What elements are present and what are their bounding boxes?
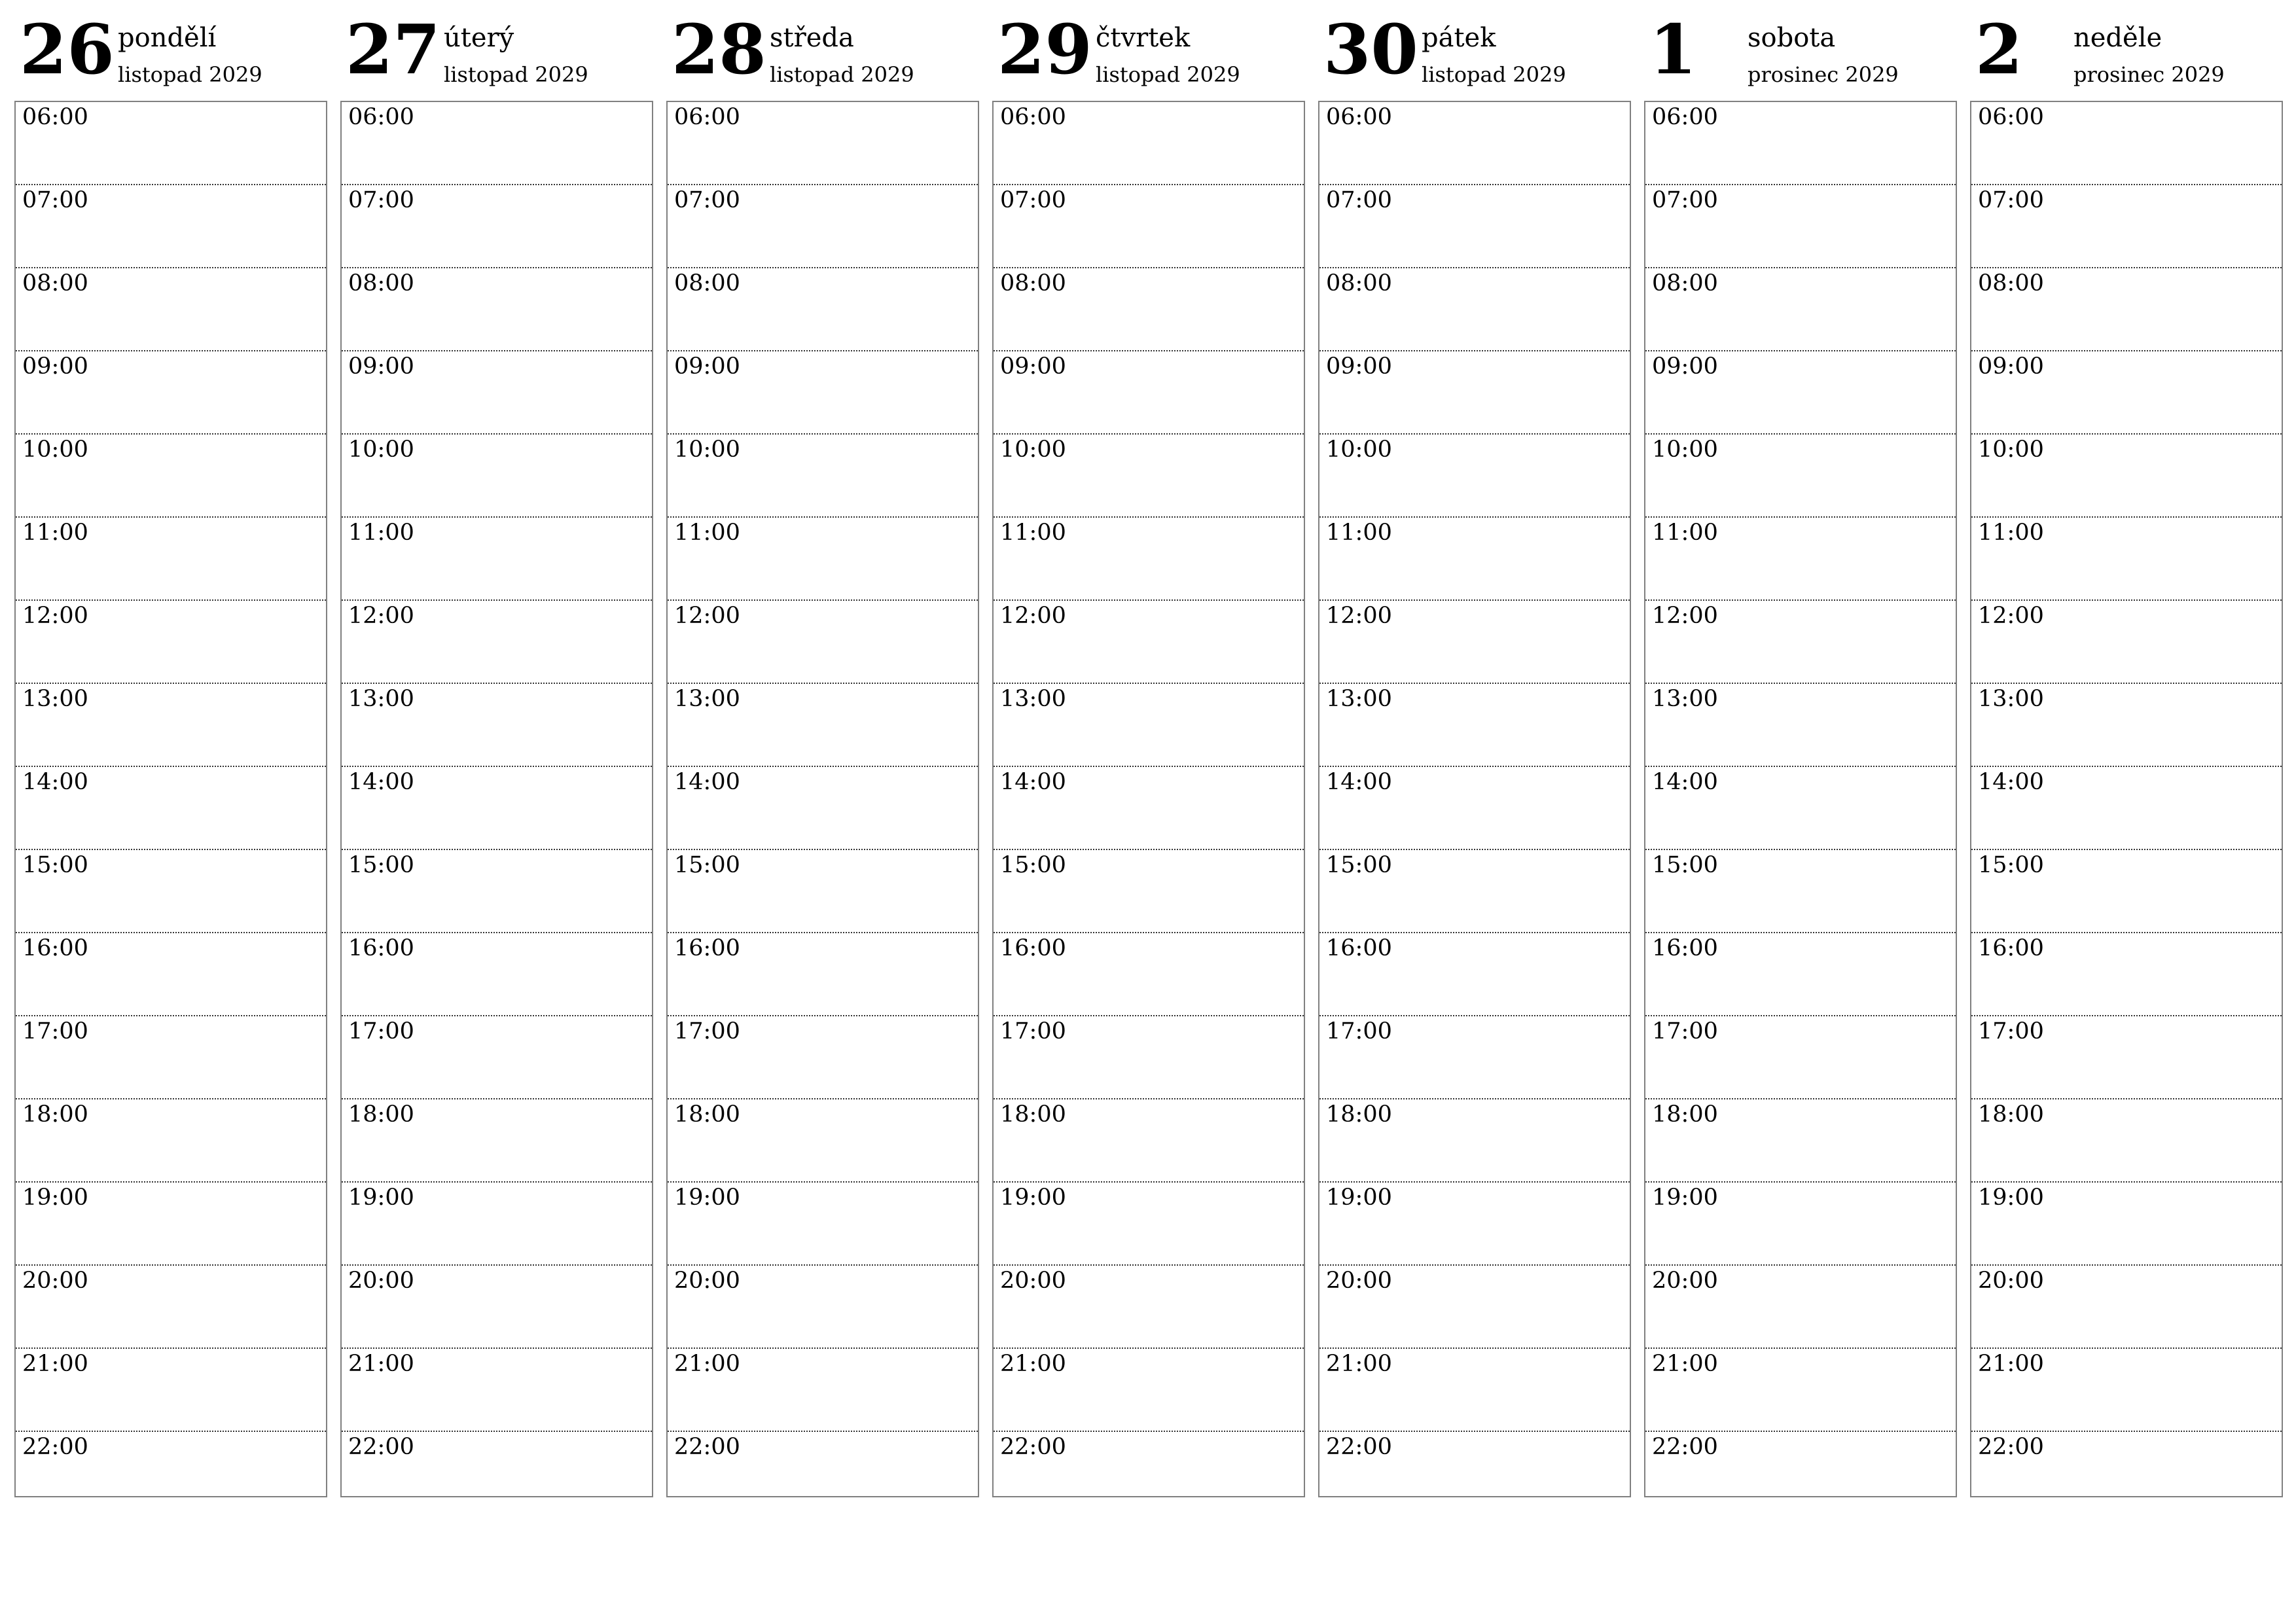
time-slot[interactable] <box>1645 850 1956 933</box>
day-header <box>1318 0 1631 101</box>
time-label: 22:00 <box>1000 1434 1066 1460</box>
time-label: 10:00 <box>674 437 740 463</box>
time-label: 06:00 <box>1326 104 1392 130</box>
time-slot[interactable] <box>1971 684 2282 767</box>
time-slot[interactable] <box>994 1266 1304 1349</box>
day-number: 27 <box>346 9 440 90</box>
time-slot[interactable] <box>668 518 978 601</box>
time-label: 13:00 <box>348 686 414 712</box>
time-slot[interactable] <box>994 1183 1304 1266</box>
time-label: 18:00 <box>674 1101 740 1128</box>
time-label: 12:00 <box>1000 603 1066 629</box>
time-slot[interactable] <box>994 1016 1304 1099</box>
time-slot[interactable] <box>1645 1099 1956 1183</box>
time-slot[interactable] <box>994 351 1304 435</box>
time-label: 08:00 <box>1652 270 1718 296</box>
time-label: 20:00 <box>22 1268 88 1294</box>
day-header <box>14 0 327 101</box>
day-header <box>1970 0 2283 101</box>
time-slot[interactable] <box>16 1266 326 1349</box>
time-slot[interactable] <box>1645 1016 1956 1099</box>
time-label: 09:00 <box>1326 353 1392 380</box>
time-label: 22:00 <box>1978 1434 2044 1460</box>
time-slot[interactable] <box>16 850 326 933</box>
time-slot[interactable] <box>1319 1099 1630 1183</box>
day-month: listopad 2029 <box>770 62 914 87</box>
time-label: 17:00 <box>674 1018 740 1044</box>
day-column <box>14 0 327 1460</box>
time-label: 06:00 <box>348 104 414 130</box>
time-label: 11:00 <box>674 520 740 546</box>
time-slot[interactable] <box>16 767 326 850</box>
time-label: 19:00 <box>674 1185 740 1211</box>
day-schedule-box <box>992 101 1305 1497</box>
time-label: 07:00 <box>1326 187 1392 213</box>
time-label: 09:00 <box>1978 353 2044 380</box>
time-label: 13:00 <box>22 686 88 712</box>
time-label: 16:00 <box>1652 935 1718 961</box>
time-label: 18:00 <box>1000 1101 1066 1128</box>
time-slot[interactable] <box>1319 601 1630 684</box>
day-number: 26 <box>20 9 115 90</box>
time-label: 11:00 <box>1652 520 1718 546</box>
time-label: 20:00 <box>1000 1268 1066 1294</box>
time-slot[interactable] <box>668 1349 978 1432</box>
time-label: 14:00 <box>1652 769 1718 795</box>
time-slot[interactable] <box>1971 850 2282 933</box>
time-label: 11:00 <box>1326 520 1392 546</box>
day-column <box>1644 0 1957 1460</box>
time-slot[interactable] <box>668 850 978 933</box>
time-label: 20:00 <box>1978 1268 2044 1294</box>
time-slot[interactable] <box>994 268 1304 351</box>
time-slot[interactable] <box>1319 933 1630 1016</box>
time-label: 17:00 <box>1978 1018 2044 1044</box>
time-slot[interactable] <box>342 767 652 850</box>
day-name: neděle <box>2073 23 2162 53</box>
time-label: 14:00 <box>1326 769 1392 795</box>
time-label: 06:00 <box>22 104 88 130</box>
time-slot[interactable] <box>668 351 978 435</box>
time-slot[interactable] <box>1971 767 2282 850</box>
time-slot[interactable] <box>1319 1016 1630 1099</box>
time-slot[interactable] <box>994 435 1304 518</box>
day-header <box>1644 0 1957 101</box>
time-label: 22:00 <box>1652 1434 1718 1460</box>
time-label: 19:00 <box>1326 1185 1392 1211</box>
day-month: listopad 2029 <box>444 62 588 87</box>
time-slot[interactable] <box>668 1266 978 1349</box>
time-label: 16:00 <box>348 935 414 961</box>
time-label: 08:00 <box>1978 270 2044 296</box>
day-number: 1 <box>1649 9 1697 90</box>
day-header <box>340 0 653 101</box>
day-header <box>992 0 1305 101</box>
time-label: 15:00 <box>1978 852 2044 878</box>
time-label: 19:00 <box>22 1185 88 1211</box>
time-slot[interactable] <box>1971 1016 2282 1099</box>
day-name: pátek <box>1422 23 1496 53</box>
time-slot[interactable] <box>994 185 1304 268</box>
time-label: 19:00 <box>1978 1185 2044 1211</box>
time-slot[interactable] <box>16 1099 326 1183</box>
day-column <box>340 0 653 1460</box>
time-label: 07:00 <box>674 187 740 213</box>
time-label: 16:00 <box>1000 935 1066 961</box>
time-slot[interactable] <box>668 268 978 351</box>
time-slot[interactable] <box>668 185 978 268</box>
time-label: 13:00 <box>1978 686 2044 712</box>
time-slot[interactable] <box>1645 684 1956 767</box>
time-label: 13:00 <box>1000 686 1066 712</box>
time-label: 18:00 <box>1652 1101 1718 1128</box>
time-label: 16:00 <box>1326 935 1392 961</box>
time-label: 14:00 <box>674 769 740 795</box>
time-label: 13:00 <box>1326 686 1392 712</box>
time-slot[interactable] <box>1319 185 1630 268</box>
time-label: 08:00 <box>1000 270 1066 296</box>
time-label: 15:00 <box>1000 852 1066 878</box>
time-label: 18:00 <box>1978 1101 2044 1128</box>
time-label: 07:00 <box>348 187 414 213</box>
time-label: 10:00 <box>1978 437 2044 463</box>
time-label: 09:00 <box>22 353 88 380</box>
day-name: středa <box>770 23 854 53</box>
time-slot[interactable] <box>16 684 326 767</box>
time-label: 15:00 <box>22 852 88 878</box>
time-slot[interactable] <box>994 850 1304 933</box>
time-label: 10:00 <box>1326 437 1392 463</box>
time-slot[interactable] <box>16 518 326 601</box>
time-slot[interactable] <box>1971 102 2282 185</box>
time-label: 10:00 <box>1652 437 1718 463</box>
time-label: 06:00 <box>674 104 740 130</box>
time-label: 09:00 <box>674 353 740 380</box>
time-label: 22:00 <box>348 1434 414 1460</box>
day-name: úterý <box>444 23 514 53</box>
time-slot[interactable] <box>668 1432 978 1517</box>
time-slot[interactable] <box>1971 518 2282 601</box>
time-slot[interactable] <box>16 351 326 435</box>
time-slot[interactable] <box>1319 1349 1630 1432</box>
time-slot[interactable] <box>16 601 326 684</box>
time-slot[interactable] <box>16 435 326 518</box>
time-slot[interactable] <box>1319 351 1630 435</box>
time-slot[interactable] <box>994 1432 1304 1517</box>
day-name: sobota <box>1748 23 1836 53</box>
time-label: 13:00 <box>1652 686 1718 712</box>
time-slot[interactable] <box>994 1099 1304 1183</box>
time-label: 07:00 <box>1978 187 2044 213</box>
time-label: 14:00 <box>1978 769 2044 795</box>
time-slot[interactable] <box>1971 268 2282 351</box>
time-slot[interactable] <box>994 684 1304 767</box>
time-slot[interactable] <box>1319 1183 1630 1266</box>
time-slot[interactable] <box>1971 1432 2282 1517</box>
time-label: 15:00 <box>674 852 740 878</box>
time-slot[interactable] <box>994 518 1304 601</box>
time-label: 13:00 <box>674 686 740 712</box>
day-column <box>1318 0 1631 1460</box>
time-slot[interactable] <box>1645 1432 1956 1517</box>
time-label: 15:00 <box>348 852 414 878</box>
time-label: 22:00 <box>1326 1434 1392 1460</box>
time-label: 08:00 <box>22 270 88 296</box>
time-slot[interactable] <box>668 435 978 518</box>
time-label: 14:00 <box>22 769 88 795</box>
time-slot[interactable] <box>1645 435 1956 518</box>
time-label: 21:00 <box>674 1351 740 1377</box>
time-slot[interactable] <box>342 435 652 518</box>
day-number: 29 <box>997 9 1092 90</box>
time-slot[interactable] <box>1645 518 1956 601</box>
time-label: 12:00 <box>348 603 414 629</box>
time-label: 11:00 <box>348 520 414 546</box>
time-slot[interactable] <box>1319 1266 1630 1349</box>
time-slot[interactable] <box>1971 351 2282 435</box>
time-label: 12:00 <box>1652 603 1718 629</box>
day-name: čtvrtek <box>1096 23 1191 53</box>
time-label: 17:00 <box>1326 1018 1392 1044</box>
time-label: 22:00 <box>22 1434 88 1460</box>
time-slot[interactable] <box>1645 767 1956 850</box>
time-label: 12:00 <box>674 603 740 629</box>
time-label: 11:00 <box>22 520 88 546</box>
day-month: listopad 2029 <box>1422 62 1566 87</box>
time-slot[interactable] <box>1645 1349 1956 1432</box>
time-label: 21:00 <box>348 1351 414 1377</box>
day-column <box>992 0 1305 1460</box>
time-slot[interactable] <box>342 102 652 185</box>
time-slot[interactable] <box>1971 1266 2282 1349</box>
time-slot[interactable] <box>342 1183 652 1266</box>
time-slot[interactable] <box>342 268 652 351</box>
time-slot[interactable] <box>1971 933 2282 1016</box>
time-label: 08:00 <box>348 270 414 296</box>
time-slot[interactable] <box>342 1349 652 1432</box>
time-label: 18:00 <box>22 1101 88 1128</box>
day-month: listopad 2029 <box>118 62 262 87</box>
time-slot[interactable] <box>342 185 652 268</box>
day-schedule-box <box>14 101 327 1497</box>
time-slot[interactable] <box>1971 185 2282 268</box>
day-schedule-box <box>1318 101 1631 1497</box>
day-schedule-box <box>1970 101 2283 1497</box>
time-label: 08:00 <box>1326 270 1392 296</box>
time-slot[interactable] <box>994 767 1304 850</box>
time-slot[interactable] <box>668 102 978 185</box>
time-slot[interactable] <box>1319 1432 1630 1517</box>
time-slot[interactable] <box>342 351 652 435</box>
time-slot[interactable] <box>342 1099 652 1183</box>
time-slot[interactable] <box>1645 1266 1956 1349</box>
time-label: 11:00 <box>1978 520 2044 546</box>
time-label: 19:00 <box>1000 1185 1066 1211</box>
time-label: 10:00 <box>22 437 88 463</box>
time-slot[interactable] <box>1645 185 1956 268</box>
time-label: 12:00 <box>1326 603 1392 629</box>
time-slot[interactable] <box>1971 435 2282 518</box>
time-label: 18:00 <box>348 1101 414 1128</box>
time-slot[interactable] <box>1971 1099 2282 1183</box>
time-label: 21:00 <box>1652 1351 1718 1377</box>
time-label: 12:00 <box>22 603 88 629</box>
time-slot[interactable] <box>16 1016 326 1099</box>
day-name: pondělí <box>118 23 217 53</box>
time-slot[interactable] <box>342 1432 652 1517</box>
time-slot[interactable] <box>16 102 326 185</box>
time-label: 21:00 <box>1000 1351 1066 1377</box>
time-slot[interactable] <box>1645 268 1956 351</box>
time-slot[interactable] <box>342 1266 652 1349</box>
time-label: 08:00 <box>674 270 740 296</box>
time-label: 17:00 <box>1652 1018 1718 1044</box>
time-slot[interactable] <box>668 933 978 1016</box>
time-label: 06:00 <box>1978 104 2044 130</box>
time-slot[interactable] <box>16 185 326 268</box>
day-month: listopad 2029 <box>1096 62 1240 87</box>
day-number: 30 <box>1323 9 1418 90</box>
day-month: prosinec 2029 <box>2073 62 2225 87</box>
day-column <box>1970 0 2283 1460</box>
time-slot[interactable] <box>1645 933 1956 1016</box>
time-label: 18:00 <box>1326 1101 1392 1128</box>
day-schedule-box <box>666 101 979 1497</box>
time-label: 07:00 <box>1652 187 1718 213</box>
time-label: 17:00 <box>348 1018 414 1044</box>
time-slot[interactable] <box>16 933 326 1016</box>
time-label: 20:00 <box>1652 1268 1718 1294</box>
day-column <box>666 0 979 1460</box>
time-slot[interactable] <box>1645 351 1956 435</box>
time-slot[interactable] <box>994 601 1304 684</box>
time-label: 09:00 <box>348 353 414 380</box>
time-slot[interactable] <box>1971 1349 2282 1432</box>
time-label: 07:00 <box>22 187 88 213</box>
time-slot[interactable] <box>1971 1183 2282 1266</box>
time-slot[interactable] <box>16 1349 326 1432</box>
time-slot[interactable] <box>1645 601 1956 684</box>
day-header <box>666 0 979 101</box>
time-label: 15:00 <box>1652 852 1718 878</box>
time-slot[interactable] <box>342 850 652 933</box>
time-slot[interactable] <box>994 102 1304 185</box>
time-label: 12:00 <box>1978 603 2044 629</box>
time-label: 09:00 <box>1000 353 1066 380</box>
time-label: 16:00 <box>674 935 740 961</box>
time-slot[interactable] <box>1319 850 1630 933</box>
time-slot[interactable] <box>1645 102 1956 185</box>
time-slot[interactable] <box>342 933 652 1016</box>
time-slot[interactable] <box>342 684 652 767</box>
time-label: 09:00 <box>1652 353 1718 380</box>
time-label: 19:00 <box>1652 1185 1718 1211</box>
time-slot[interactable] <box>668 1099 978 1183</box>
time-slot[interactable] <box>1319 435 1630 518</box>
day-month: prosinec 2029 <box>1748 62 1899 87</box>
time-slot[interactable] <box>668 767 978 850</box>
time-slot[interactable] <box>342 518 652 601</box>
time-label: 14:00 <box>1000 769 1066 795</box>
time-slot[interactable] <box>994 1349 1304 1432</box>
time-slot[interactable] <box>1971 601 2282 684</box>
time-label: 06:00 <box>1652 104 1718 130</box>
day-schedule-box <box>1644 101 1957 1497</box>
time-slot[interactable] <box>342 1016 652 1099</box>
time-label: 15:00 <box>1326 852 1392 878</box>
day-number: 2 <box>1975 9 2023 90</box>
time-slot[interactable] <box>16 1432 326 1517</box>
time-slot[interactable] <box>1319 767 1630 850</box>
time-label: 11:00 <box>1000 520 1066 546</box>
time-label: 07:00 <box>1000 187 1066 213</box>
time-label: 14:00 <box>348 769 414 795</box>
day-number: 28 <box>672 9 766 90</box>
time-label: 20:00 <box>348 1268 414 1294</box>
time-slot[interactable] <box>1319 102 1630 185</box>
time-label: 19:00 <box>348 1185 414 1211</box>
time-slot[interactable] <box>1319 268 1630 351</box>
time-slot[interactable] <box>16 268 326 351</box>
time-label: 21:00 <box>1326 1351 1392 1377</box>
time-label: 06:00 <box>1000 104 1066 130</box>
time-label: 21:00 <box>22 1351 88 1377</box>
time-label: 17:00 <box>1000 1018 1066 1044</box>
time-label: 22:00 <box>674 1434 740 1460</box>
time-slot[interactable] <box>1645 1183 1956 1266</box>
time-slot[interactable] <box>668 1183 978 1266</box>
time-label: 21:00 <box>1978 1351 2044 1377</box>
time-label: 16:00 <box>22 935 88 961</box>
time-label: 20:00 <box>1326 1268 1392 1294</box>
time-label: 16:00 <box>1978 935 2044 961</box>
time-slot[interactable] <box>994 933 1304 1016</box>
time-label: 10:00 <box>1000 437 1066 463</box>
time-slot[interactable] <box>16 1183 326 1266</box>
time-slot[interactable] <box>1319 518 1630 601</box>
time-label: 20:00 <box>674 1268 740 1294</box>
time-label: 17:00 <box>22 1018 88 1044</box>
time-slot[interactable] <box>668 1016 978 1099</box>
time-slot[interactable] <box>668 601 978 684</box>
time-label: 10:00 <box>348 437 414 463</box>
time-slot[interactable] <box>1319 684 1630 767</box>
time-slot[interactable] <box>668 684 978 767</box>
time-slot[interactable] <box>342 601 652 684</box>
day-schedule-box <box>340 101 653 1497</box>
